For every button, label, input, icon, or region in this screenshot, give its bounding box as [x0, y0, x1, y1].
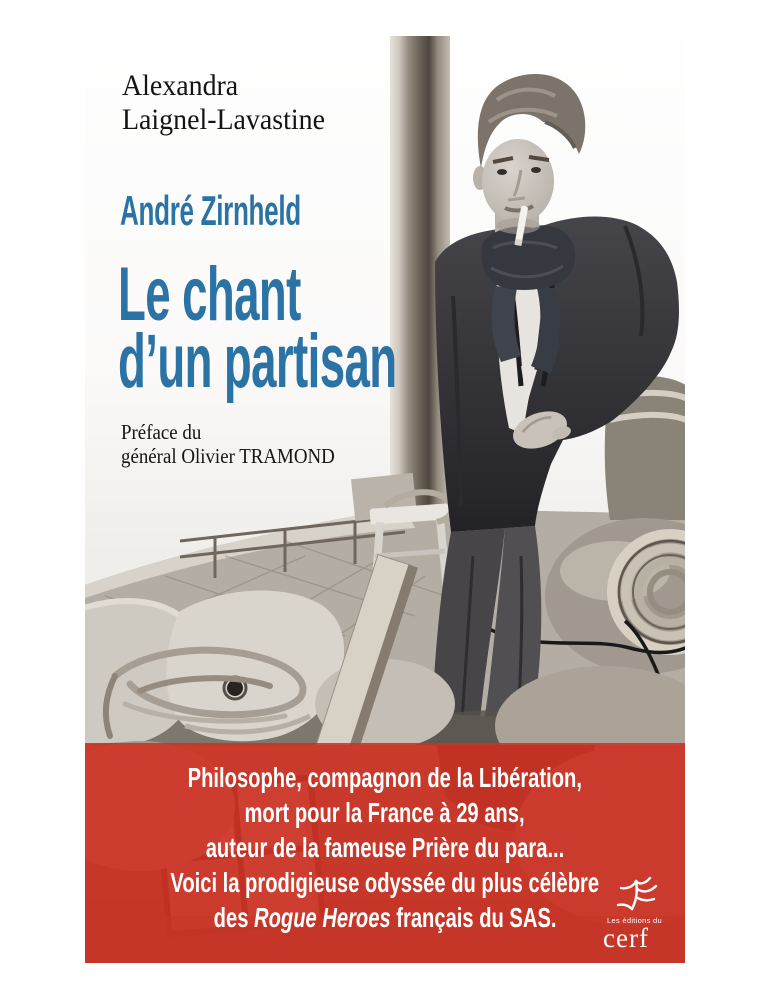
- title-line-1: Le chant: [118, 252, 301, 337]
- publisher-logo: [601, 871, 671, 951]
- book-title: [118, 252, 397, 404]
- blurb-line-4: Voici la prodigieuse odyssée du plus célèbre: [170, 867, 600, 898]
- subject-name: André Zirnheld: [120, 187, 301, 234]
- blurb-line-1: Philosophe, compagnon de la Libération,: [187, 762, 583, 793]
- cerf-antlers-icon: [612, 871, 660, 911]
- preface-credit: [121, 420, 335, 468]
- blurb-text: [85, 760, 685, 935]
- blurb-banner: [85, 743, 685, 963]
- author-line-2: Laignel-Lavastine: [122, 103, 325, 136]
- title-line-2: d’un partisan: [118, 319, 397, 404]
- publisher-name: cerf: [603, 923, 649, 953]
- book-cover: [85, 36, 685, 963]
- blurb-line-2: mort pour la France à 29 ans,: [244, 797, 526, 828]
- publisher-tagline: Les éditions du: [607, 916, 662, 925]
- author-name: [122, 69, 325, 137]
- preface-line-1: Préface du: [121, 420, 202, 444]
- blurb-line-5: des Rogue Heroes français du SAS.: [213, 902, 557, 933]
- preface-line-2: général Olivier TRAMOND: [121, 444, 335, 468]
- blurb-line-3: auteur de la fameuse Prière du para...: [205, 832, 565, 863]
- author-line-1: Alexandra: [122, 69, 239, 102]
- scarf-knot: [482, 226, 576, 290]
